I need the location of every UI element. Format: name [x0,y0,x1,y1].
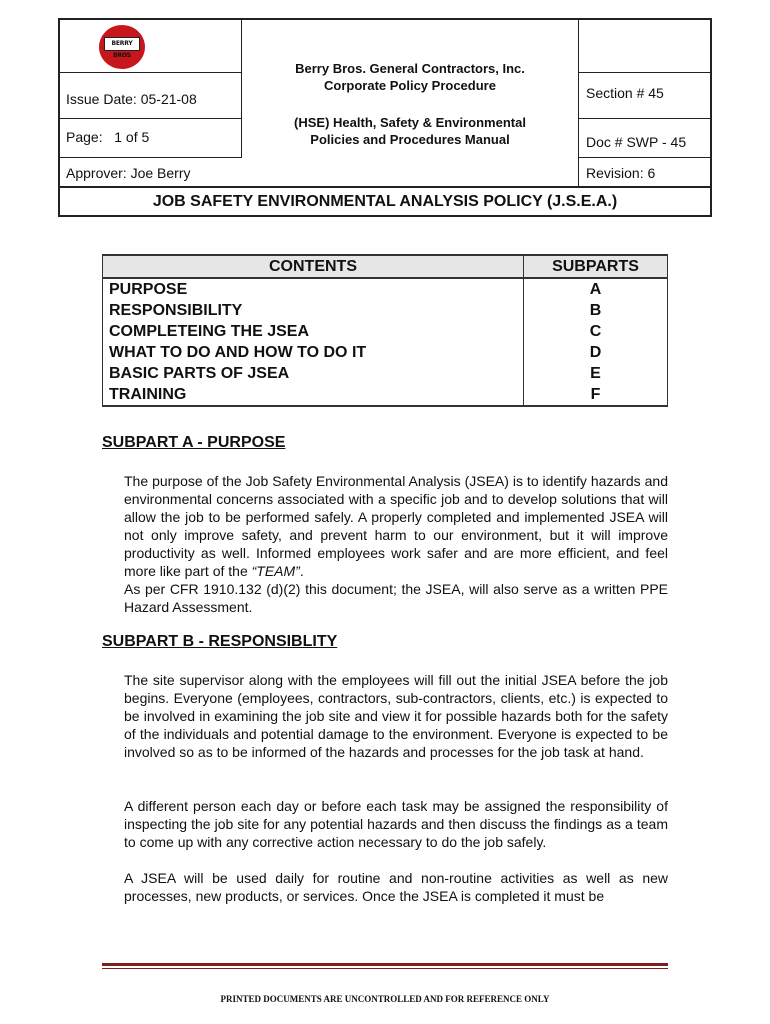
header-border-left [58,18,60,188]
team-emphasis: “TEAM” [251,563,300,579]
logo-text: BERRY BROS [104,37,140,51]
table-row [103,342,668,363]
doc-type: Corporate Policy Procedure [324,78,496,93]
header-line-section [578,118,712,119]
table-row [103,384,668,406]
subpart-a-paragraph [124,472,668,616]
subpart-a-cfr-text: As per CFR 1910.132 (d)(2) this document; the JSEA, will also serve as a written PPE Hazard Assessment. [124,581,668,615]
contents-table [102,254,668,407]
doc-number: Doc # SWP - 45 [586,134,687,150]
contents-column-header: CONTENTS [103,255,524,278]
document-title: JOB SAFETY ENVIRONMENTAL ANALYSIS POLICY (J.S.E.A.) [58,186,712,217]
table-row [103,300,668,321]
approver: Approver: Joe Berry [66,165,191,181]
table-row [103,363,668,384]
contents-cell: TRAINING [103,384,524,406]
company-name: Berry Bros. General Contractors, Inc. [295,61,525,76]
header-border-right [710,18,712,188]
header-line-issue [58,118,242,119]
subpart-cell: D [524,342,668,363]
subpart-b-paragraph-2: A different person each day or before each task may be assigned the responsibility of inspecting the job site for any potential hazards and then discuss the findings as a team to come up with any corrective action necessary to do the job safely. [124,798,668,850]
subpart-cell: F [524,384,668,406]
contents-cell: WHAT TO DO AND HOW TO DO IT [103,342,524,363]
header-line-page [58,157,242,158]
header-line-right-top [578,72,712,73]
subpart-cell: A [524,278,668,300]
footer-rule-thick [102,963,668,966]
subpart-b-paragraph-1: The site supervisor along with the employees will fill out the initial JSEA before the job begins. Everyone (employees, contractors, sub-contractors, clients, etc.) is expected to be involved in examining the job site and view it for possible hazards both for the safety of the individuals and potential damage to the environment. Everyone is expected to be involved so as to be informed of the hazards and processes for the job task at hand. [124,672,668,760]
manual-title-line1: (HSE) Health, Safety & Environmental [294,115,526,130]
revision: Revision: 6 [586,165,656,181]
header-divider-right [578,18,579,188]
contents-table-header [103,255,668,278]
subpart-cell: B [524,300,668,321]
subpart-b-paragraph-3: A JSEA will be used daily for routine and non-routine activities as well as new processes, new products, or services. Once the JSEA is completed it must be [124,870,668,904]
table-row [103,278,668,300]
header-border-top [58,18,712,20]
issue-date: Issue Date: 05-21-08 [66,91,197,107]
subparts-column-header: SUBPARTS [524,255,668,278]
table-row [103,321,668,342]
company-logo [99,25,145,69]
contents-cell: PURPOSE [103,278,524,300]
subpart-a-text: The purpose of the Job Safety Environmental Analysis (JSEA) is to identify hazards and environmental concerns associated with a specific job and to develop solutions that will allow the job to be performed safely. A properly completed and implemented JSEA will not only improve safety, and prevent harm to our environment, but it will improve productivity as well. Informed employees work safer and are more efficient, and feel more like part of the [124,473,668,579]
header-line-doc [578,157,712,158]
section-number: Section # 45 [586,85,664,101]
contents-cell: COMPLETEING THE JSEA [103,321,524,342]
footer-disclaimer: PRINTED DOCUMENTS ARE UNCONTROLLED AND FOR REFERENCE ONLY [220,994,550,1004]
subpart-b-heading: SUBPART B - RESPONSIBLITY [102,633,338,650]
footer-rule-thin [102,968,668,969]
contents-cell: BASIC PARTS OF JSEA [103,363,524,384]
header-divider-left [241,18,242,158]
subpart-cell: C [524,321,668,342]
subpart-a-heading: SUBPART A - PURPOSE [102,434,286,451]
contents-cell: RESPONSIBILITY [103,300,524,321]
subpart-a-period: . [299,563,304,579]
page-number: Page: 1 of 5 [66,129,150,145]
header-line-logo [58,72,242,73]
subpart-cell: E [524,363,668,384]
manual-title-line2: Policies and Procedures Manual [310,132,510,147]
